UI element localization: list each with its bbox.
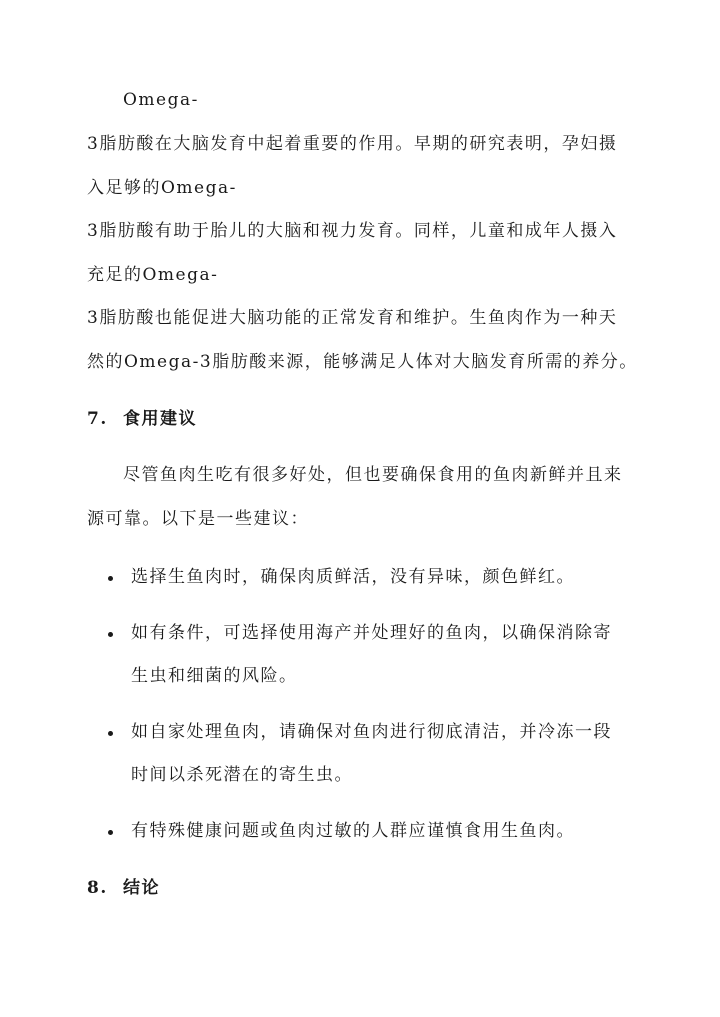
section-number: 7. — [87, 409, 108, 429]
section-number: 8. — [87, 878, 108, 898]
list-item: 如有条件，可选择使用海产并处理好的鱼肉，以确保消除寄 — [131, 623, 612, 643]
paragraph-line: Omega- — [123, 90, 199, 110]
section-heading-8 — [87, 878, 160, 898]
list-item-continuation: 生虫和细菌的风险。 — [131, 666, 298, 686]
bullet-icon — [108, 632, 113, 637]
list-item-continuation: 时间以杀死潜在的寄生虫。 — [131, 765, 353, 785]
section-title: 食用建议 — [123, 409, 197, 429]
bullet-icon — [108, 576, 113, 581]
paragraph-line: 3脂肪酸在大脑发育中起着重要的作用。早期的研究表明，孕妇摄 — [87, 134, 618, 154]
bullet-icon — [108, 731, 113, 736]
section-title: 结论 — [123, 878, 160, 898]
paragraph-line: 充足的Omega- — [87, 265, 219, 285]
paragraph-line: 尽管鱼肉生吃有很多好处，但也要确保食用的鱼肉新鲜并且来 — [123, 465, 623, 485]
paragraph-line: 入足够的Omega- — [87, 178, 237, 198]
list-item: 如自家处理鱼肉，请确保对鱼肉进行彻底清洁，并冷冻一段 — [131, 722, 612, 742]
paragraph-line: 3脂肪酸有助于胎儿的大脑和视力发育。同样，儿童和成年人摄入 — [87, 221, 618, 241]
bullet-icon — [108, 830, 113, 835]
list-item: 有特殊健康问题或鱼肉过敏的人群应谨慎食用生鱼肉。 — [131, 821, 575, 841]
paragraph-line: 3脂肪酸也能促进大脑功能的正常发育和维护。生鱼肉作为一种天 — [87, 308, 618, 328]
section-heading-7 — [87, 409, 197, 429]
paragraph-line: 源可靠。以下是一些建议： — [87, 509, 309, 529]
paragraph-line: 然的Omega-3脂肪酸来源，能够满足人体对大脑发育所需的养分。 — [87, 352, 638, 372]
list-item: 选择生鱼肉时，确保肉质鲜活，没有异味，颜色鲜红。 — [131, 567, 575, 587]
